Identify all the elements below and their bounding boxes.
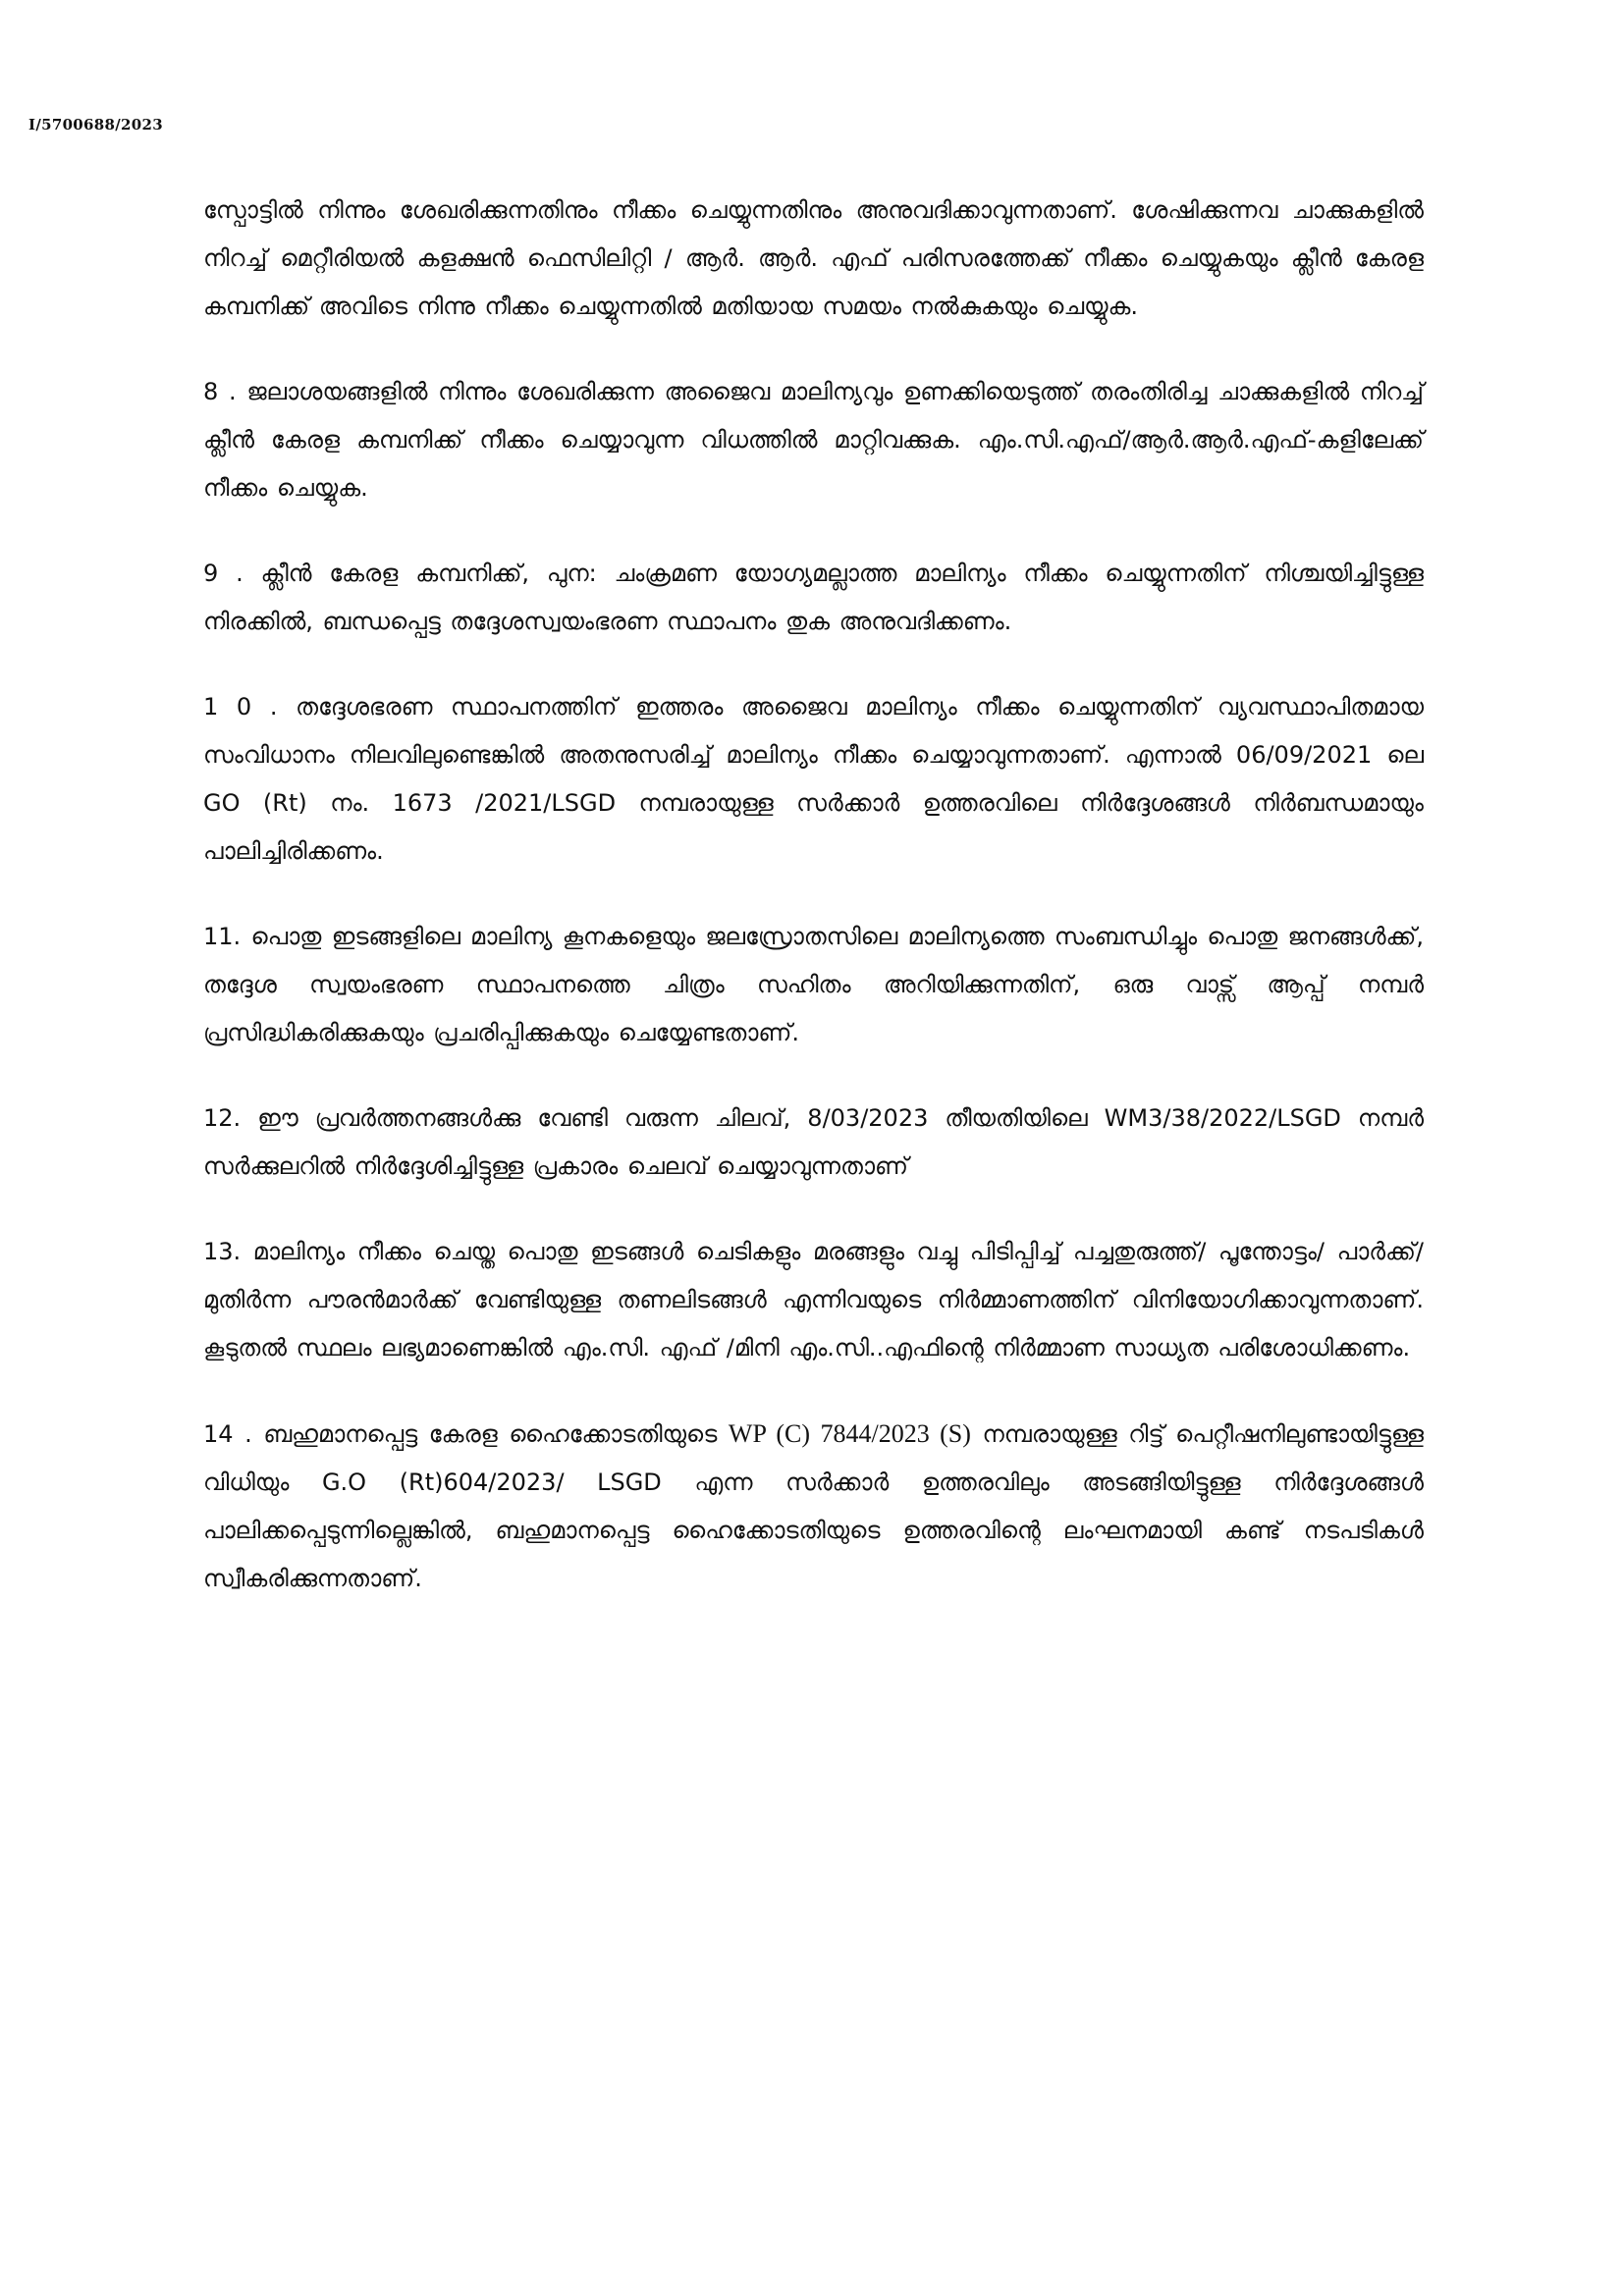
paragraph-number: 14 . [203,1420,252,1448]
paragraph-text: മാലിന്യം നീക്കം ചെയ്ത പൊതു ഇടങ്ങൾ ചെടികളും മരങ്ങളും വച്ചു പിടിപ്പിച്ച് പച്ചതുരുത്ത്/ പൂന്തോട്ടം/ പാർക്ക്/ മുതിർന്ന പൗരൻമാർക്ക് വേണ്ടിയുള്ള തണലിടങ്ങൾ എന്നിവയുടെ നിർമ്മാണത്തിന് വിനിയോഗിക്കാവുന്നതാണ്. കൂടുതൽ സ്ഥലം ലഭ്യമാണെങ്കിൽ എം.സി. എഫ് /മിനി എം.സി..എഫിന്റെ നിർമ്മാണ സാധ്യത പരിശോധിക്കണം. [203,1238,1424,1362]
paragraph-text: ക്ലീൻ കേരള കമ്പനിക്ക്, പുന: ചംക്രമണ യോഗ്യമല്ലാത്ത മാലിന്യം നീക്കം ചെയ്യുന്നതിന് നിശ്ചയിച്ചിട്ടുള്ള നിരക്കിൽ, ബന്ധപ്പെട്ട തദ്ദേശസ്വയംഭരണ സ്ഥാപനം തുക അനുവദിക്കണം. [203,560,1425,635]
paragraph-number: 1 0 . [203,693,278,721]
paragraph-12 [203,1095,1424,1191]
paragraph-10 [203,683,1424,876]
paragraph-text: ജലാശയങ്ങളിൽ നിന്നും ശേഖരിക്കുന്ന അജൈവ മാലിന്യവും ഉണക്കിയെടുത്ത് തരംതിരിച്ച ചാക്കുകളിൽ നിറച്ച് ക്ലീൻ കേരള കമ്പനിക്ക് നീക്കം ചെയ്യാവുന്ന വിധത്തിൽ മാറ്റിവക്കുക. എം.സി.എഫ്/ആർ.ആർ.എഫ്-കളിലേക്ക് നീക്കം ചെയ്യുക. [203,378,1424,502]
document-reference-number: I/5700688/2023 [28,116,163,133]
paragraph-text: തദ്ദേശഭരണ സ്ഥാപനത്തിന് ഇത്തരം അജൈവ മാലിന്യം നീക്കം ചെയ്യുന്നതിന് വ്യവസ്ഥാപിതമായ സംവിധാനം നിലവിലുണ്ടെങ്കിൽ അതനുസരിച്ച് മാലിന്യം നീക്കം ചെയ്യാവുന്നതാണ്. എന്നാൽ 06/09/2021 ലെ GO (Rt) നം. 1673 /2021/LSGD നമ്പരായുള്ള സർക്കാർ ഉത്തരവിലെ നിർദ്ദേശങ്ങൾ നിർബന്ധമായും പാലിച്ചിരിക്കണം. [203,693,1424,865]
case-number: WP (C) 7844/2023 (S) [728,1419,971,1448]
paragraph-text: ഈ പ്രവർത്തനങ്ങൾക്കു വേണ്ടി വരുന്ന ചിലവ്, 8/03/2023 തീയതിയിലെ WM3/38/2022/LSGD നമ്പർ സർക്കുലറിൽ നിർദ്ദേശിച്ചിട്ടുള്ള പ്രകാരം ചെലവ് ചെയ്യാവുന്നതാണ് [203,1104,1424,1180]
paragraph-text: സ്പോട്ടിൽ നിന്നും ശേഖരിക്കുന്നതിനും നീക്കം ചെയ്യുന്നതിനും അനുവദിക്കാവുന്നതാണ്. ശേഷിക്കുന്നവ ചാക്കുകളിൽ നിറച്ച് മെറ്റീരിയൽ കളക്ഷൻ ഫെസിലിറ്റി / ആർ. ആർ. എഫ് പരിസരത്തേക്ക് നീക്കം ചെയ്യുകയും ക്ലീൻ കേരള കമ്പനിക്ക് അവിടെ നിന്നു നീക്കം ചെയ്യുന്നതിൽ മതിയായ സമയം നൽകുകയും ചെയ്യുക. [203,196,1424,320]
paragraph-text: പൊതു ഇടങ്ങളിലെ മാലിന്യ കൂനകളെയും ജലസ്രോതസിലെ മാലിന്യത്തെ സംബന്ധിച്ചും പൊതു ജനങ്ങൾക്ക്, തദ്ദേശ സ്വയംഭരണ സ്ഥാപനത്തെ ചിത്രം സഹിതം അറിയിക്കുന്നതിന്, ഒരു വാട്സ് ആപ്പ് നമ്പർ പ്രസിദ്ധികരിക്കുകയും പ്രചരിപ്പിക്കുകയും ചെയ്യേണ്ടതാണ്. [203,923,1424,1046]
paragraph-number: 8 . [203,378,237,405]
paragraph-number: 12. [203,1104,242,1132]
paragraph-number: 9 . [203,560,243,587]
paragraph-text-before: ബഹുമാനപ്പെട്ട കേരള ഹൈക്കോടതിയുടെ [263,1420,718,1448]
paragraph-8 [203,368,1424,512]
paragraph-number: 11. [203,923,242,950]
paragraph-11 [203,913,1424,1057]
paragraph-text-after: നമ്പരായുള്ള റിട്ട് പെറ്റീഷനിലുണ്ടായിട്ടുള്ള വിധിയും G.O (Rt)604/2023/ LSGD എന്ന സർക്കാർ ഉത്തരവിലും അടങ്ങിയിട്ടുള്ള നിർദ്ദേശങ്ങൾ പാലിക്കപ്പെടുന്നില്ലെങ്കിൽ, ബഹുമാനപ്പെട്ട ഹൈക്കോടതിയുടെ ഉത്തരവിന്റെ ലംഘനമായി കണ്ട് നടപടികൾ സ്വീകരിക്കുന്നതാണ്. [203,1420,1424,1592]
paragraph-14 [203,1410,1424,1603]
paragraph-9 [203,550,1424,646]
document-body [203,187,1424,1640]
paragraph-13 [203,1228,1424,1372]
paragraph-number: 13. [203,1238,242,1265]
paragraph-continuation [203,187,1424,331]
